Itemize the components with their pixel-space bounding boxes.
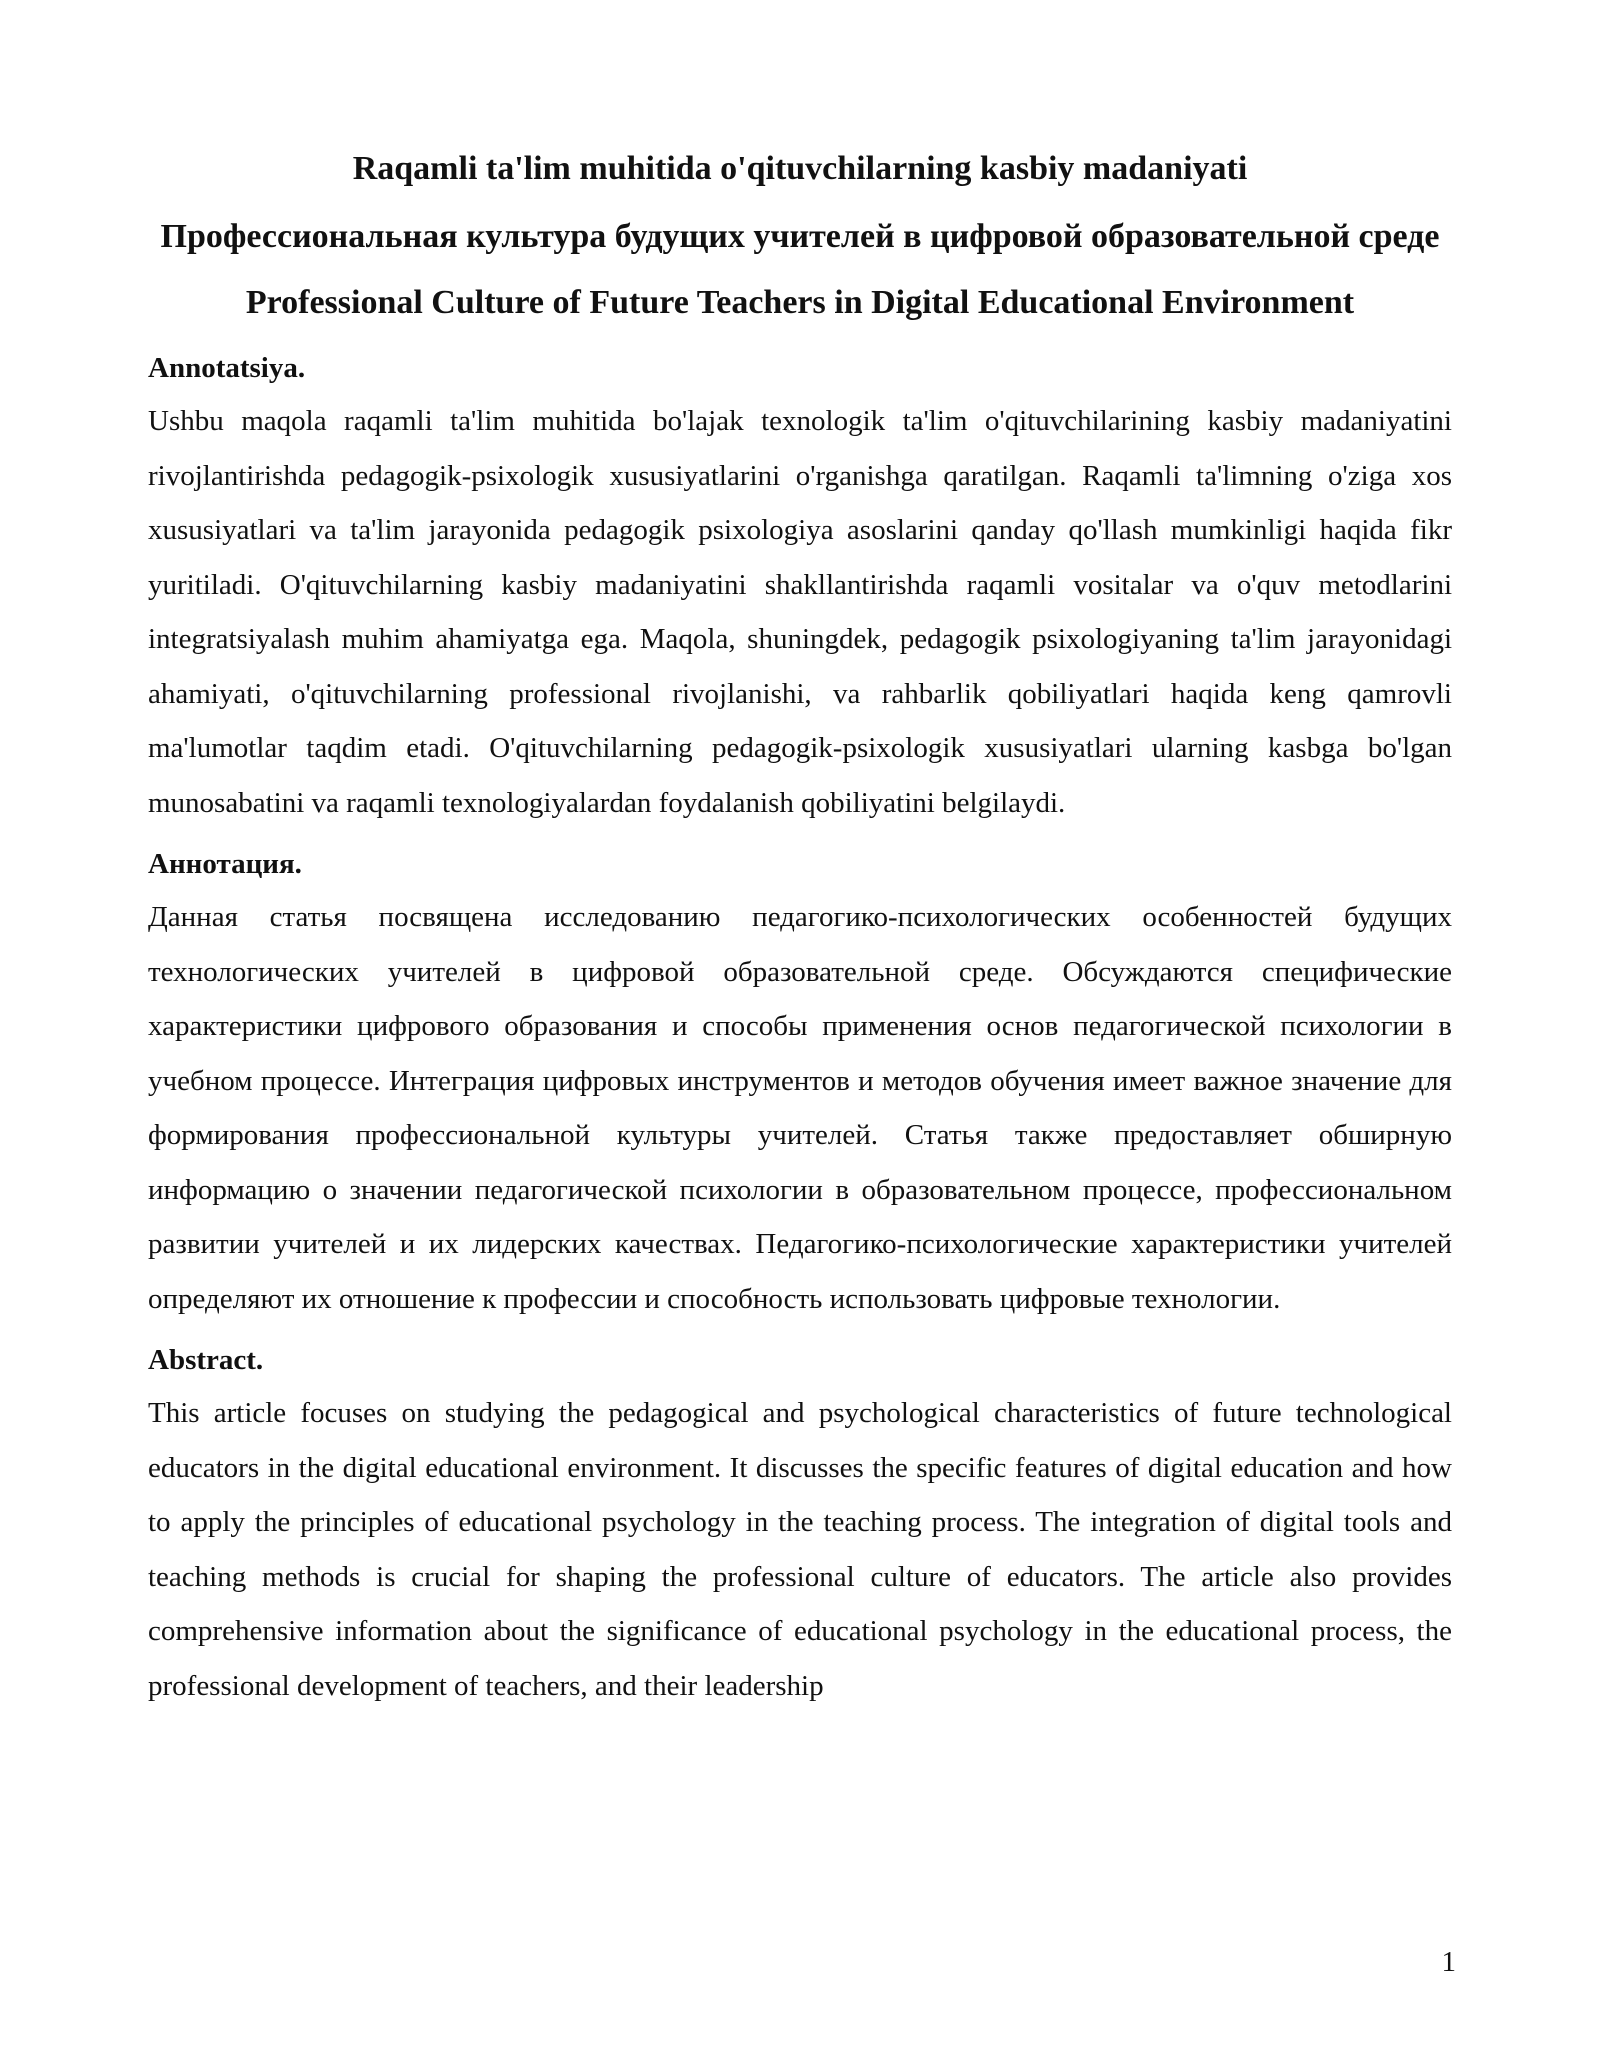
abstract-english-body: This article focuses on studying the pedagogical and psychological characteristics of future technological educators in the digital educational environment. It discusses the specific features of digital education and how to apply the principles of educational psychology in the teaching process. The integration of digital tools and teaching methods is crucial for shaping the professional culture of educators. The article also provides comprehensive information about the significance of educational psychology in the educational process, the professional development of teachers, and their leadership xyxy=(148,1397,1452,1702)
title-english: Professional Culture of Future Teachers in Digital Educational Environment xyxy=(245,284,1355,321)
abstract-uzbek-body: Ushbu maqola raqamli ta'lim muhitida bo'lajak texnologik ta'lim o'qituvchilarining kasbiy madaniyatini rivojlantirishda pedagogik-psixologik xususiyatlarini o'rganishga qaratilgan. Raqamli ta'limning o'ziga xos xususiyatlari va ta'lim jarayonida pedagogik psixologiya asoslarini qanday qo'llash mumkinligi haqida fikr yuritiladi. O'qituvchilarning kasbiy madaniyatini shakllantirishda raqamli vositalar va o'quv metodlarini integratsiyalash muhim ahamiyatga ega. Maqola, shuningdek, pedagogik psixologiyaning ta'lim jarayonidagi ahamiyati, o'qituvchilarning professional rivojlanishi, va rahbarlik qobiliyatlari haqida keng qamrovli ma'lumotlar taqdim etadi. O'qituvchilarning pedagogik-psixologik xususiyatlari ularning kasbga bo'lgan munosabatini va raqamli texnologiyalardan foydalanish qobiliyatini belgilaydi. xyxy=(148,405,1452,819)
abstract-english-section xyxy=(148,1340,1452,1713)
abstract-uzbek-section xyxy=(148,348,1452,830)
abstract-russian-section xyxy=(148,844,1452,1326)
page-number: 1 xyxy=(1441,1946,1456,1978)
abstract-russian-body: Данная статья посвящена исследованию педагогико-психологических особенностей будущих технологических учителей в цифровой образовательной среде. Обсуждаются специфические характеристики цифрового образования и способы применения основ педагогической психологии в учебном процессе. Интеграция цифровых инструментов и методов обучения имеет важное значение для формирования профессиональной культуры учителей. Статья также предоставляет обширную информацию о значении педагогической психологии в образовательном процессе, профессиональном развитии учителей и их лидерских качествах. Педагогико-психологические характеристики учителей определяют их отношение к профессии и способность использовать цифровые технологии. xyxy=(148,901,1452,1315)
abstract-english-heading: Abstract. xyxy=(148,1344,264,1376)
document-page xyxy=(148,138,1452,1713)
abstract-russian-heading: Аннотация. xyxy=(148,848,302,880)
abstract-uzbek-heading: Annotatsiya. xyxy=(148,352,306,384)
title-russian: Профессиональная культура будущих учителей в цифровой образовательной среде xyxy=(160,218,1440,255)
title-uzbek: Raqamli ta'lim muhitida o'qituvchilarning kasbiy madaniyati xyxy=(352,150,1248,187)
